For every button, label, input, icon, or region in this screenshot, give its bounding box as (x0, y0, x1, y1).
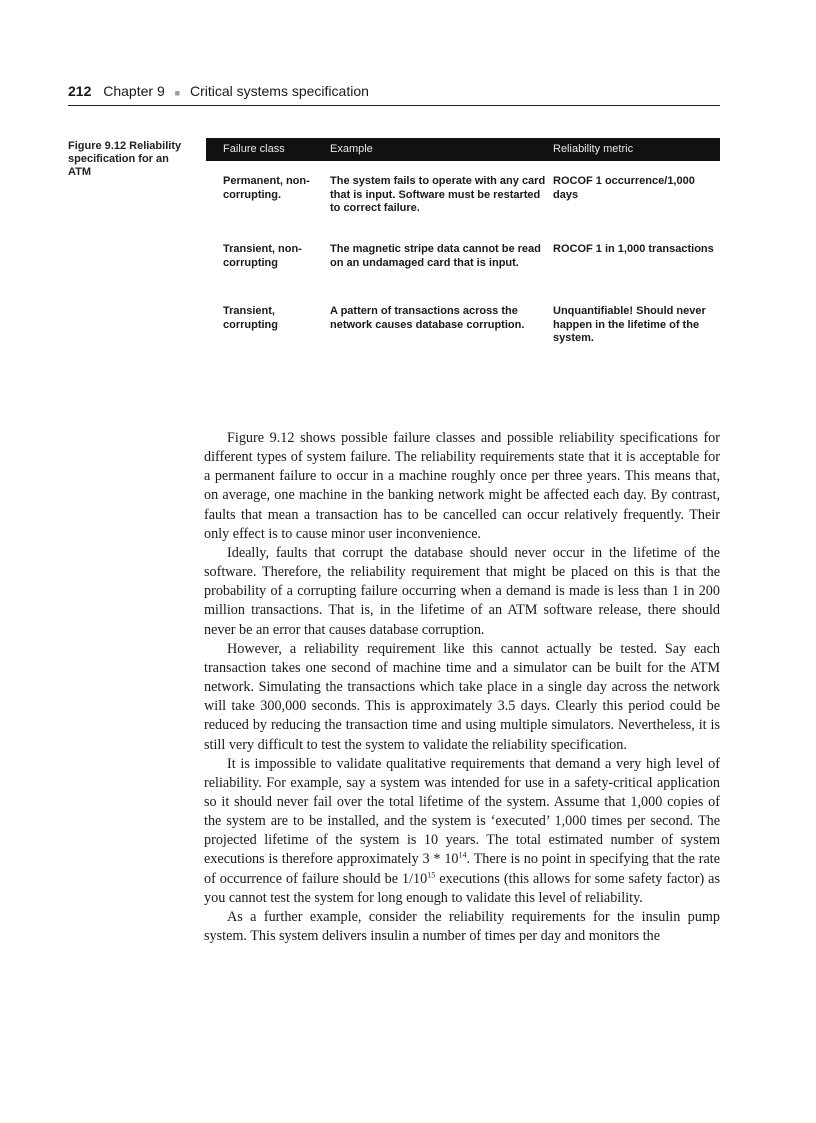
column-header-reliability-metric: Reliability metric (553, 143, 634, 155)
page-number: 212 (68, 83, 92, 99)
metric-cell: ROCOF 1 in 1,000 transactions (553, 243, 714, 255)
paragraph-text: It is impossible to validate qualitative requirements that demand a very high level of reliability. For example, say a system was intended for use in a safety-critical application so it should never fail over the total lifetime of the system. Assume that 1,000 copies of the system are to be installed, and the system is ‘executed’ 1,000 times per second. The projected lifetime of the system is 10 years. The total estimated number of system executions is therefore approximately 3 * 10 (204, 755, 720, 868)
paragraph-text: executions (this allows for some safety factor) as you cannot test the system for long enough to validate this level of reliability. (204, 870, 720, 906)
paragraph: As a further example, consider the reliability requirements for the insulin pump system. This system delivers insulin a number of times per day and monitors the (204, 908, 720, 945)
running-header (68, 83, 720, 99)
paragraph-text: . There is no point in specifying that the rate of occurrence of failure should be 1/10 (204, 851, 720, 887)
figure-caption: Figure 9.12 Reliability specification for an ATM (68, 140, 182, 178)
paragraph (204, 755, 720, 908)
paragraph: Figure 9.12 shows possible failure classes and possible reliability specifications for different types of system failure. The reliability requirements state that it is acceptable for a permanent failure to occur in a machine roughly once per three years. This means that, on average, one machine in the banking network might be affected each day. By contrast, faults that mean a transaction has to be cancelled can occur relatively frequently. Their only effect is to cause minor user inconvenience. (204, 430, 720, 542)
header-separator: ■ (174, 88, 181, 98)
metric-cell: Unquantifiable! Should never happen in the lifetime of the system. (553, 305, 706, 344)
failure-class-cell: Transient, corrupting (223, 305, 278, 331)
example-cell: The system fails to operate with any card that is input. Software must be restarted to correct failure. (330, 175, 546, 214)
exponent: 15 (427, 869, 436, 879)
table-header-row (206, 138, 720, 161)
column-header-example: Example (330, 143, 373, 155)
example-cell: The magnetic stripe data cannot be read on an undamaged card that is input. (330, 243, 541, 269)
section-title: Critical systems specification (189, 83, 369, 99)
exponent: 14 (458, 850, 467, 860)
column-header-failure-class: Failure class (223, 143, 285, 155)
chapter-label: Chapter 9 (103, 83, 165, 99)
paragraph: However, a reliability requirement like this cannot actually be tested. Say each transaction takes one second of machine time and a simulator can be built for the ATM network. Simulating the transactions which take place in a single day across the network will take 300,000 seconds. This is approximately 3.5 days. Clearly this period could be reduced by reducing the transaction time and using multiple simulators. Nevertheless, it is still very difficult to test the system to validate the reliability specification. (204, 640, 720, 753)
failure-class-cell: Transient, non-corrupting (223, 243, 302, 269)
header-rule (68, 105, 720, 106)
body-text (204, 429, 720, 946)
reliability-table (206, 138, 720, 344)
failure-class-cell: Permanent, non-corrupting. (223, 175, 310, 201)
metric-cell: ROCOF 1 occurrence/1,000 days (553, 175, 695, 201)
paragraph: Ideally, faults that corrupt the database should never occur in the lifetime of the software. Therefore, the reliability requirement that might be placed on this is that the probability of a corrupting failure occurring when a demand is made is less than 1 in 200 million transactions. That is, in the lifetime of an ATM software release, there should never be an error that causes database corruption. (204, 544, 720, 638)
example-cell: A pattern of transactions across the network causes database corruption. (330, 305, 525, 331)
